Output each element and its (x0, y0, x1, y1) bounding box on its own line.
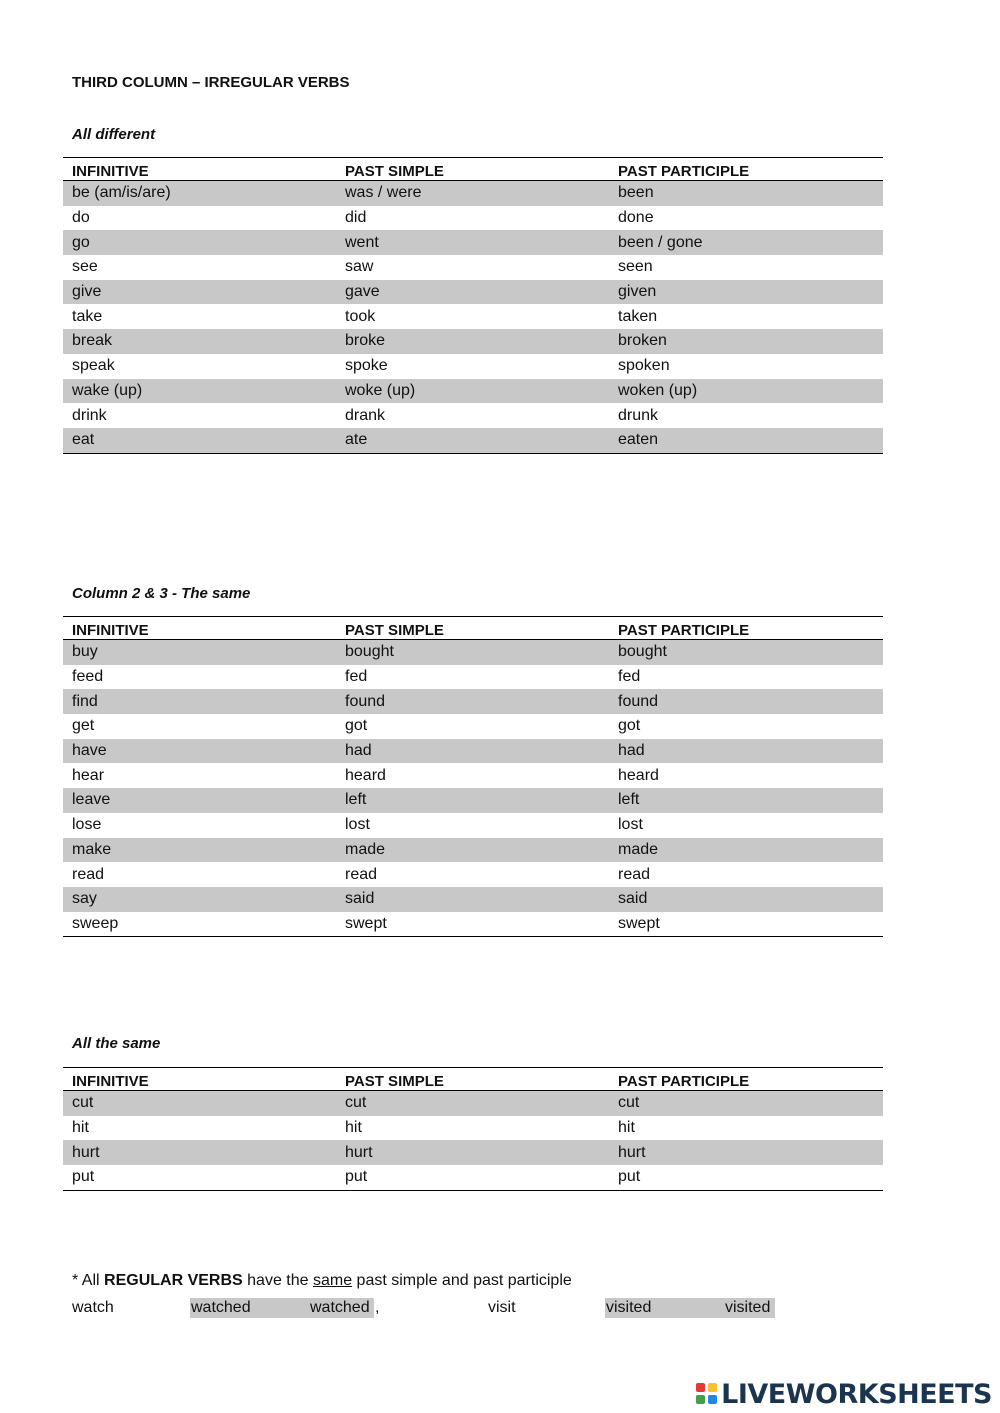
cell-past-participle: been (609, 181, 883, 206)
header-infinitive: INFINITIVE (63, 617, 336, 640)
cell-past-simple: found (336, 689, 609, 714)
table-row (63, 206, 883, 231)
table-row (63, 689, 883, 714)
table-body (63, 1091, 883, 1191)
note-bold: REGULAR VERBS (104, 1272, 243, 1289)
header-infinitive: INFINITIVE (63, 158, 336, 181)
table-header-row (63, 1068, 883, 1091)
table-header-row (63, 158, 883, 181)
cell-past-participle: hit (618, 1119, 635, 1137)
section-title-all-the-same: All the same (72, 1035, 161, 1052)
cell-past-participle: cut (609, 1091, 883, 1116)
table-row (63, 329, 883, 354)
cell-past-participle: drunk (618, 406, 659, 424)
cell-infinitive: take (72, 307, 103, 325)
cell-past-simple: lost (345, 816, 370, 834)
table-row (63, 181, 883, 206)
note-underlined: same (312, 1272, 353, 1289)
cell-past-simple: swept (345, 914, 387, 932)
table-row (63, 862, 883, 887)
table-row (63, 354, 883, 379)
cell-past-participle: lost (618, 816, 643, 834)
verb-table-all-different (63, 157, 883, 454)
cell-past-simple: put (345, 1168, 368, 1186)
liveworksheets-logo (696, 1378, 992, 1410)
table-row (63, 665, 883, 690)
cell-infinitive: say (63, 887, 336, 912)
header-past-simple: PAST SIMPLE (336, 617, 609, 640)
example-watched-past-participle: watched (309, 1298, 374, 1318)
table-row (63, 1091, 883, 1116)
header-past-participle: PAST PARTICIPLE (609, 617, 883, 640)
cell-past-participle: spoken (618, 357, 670, 375)
cell-past-participle: bought (609, 640, 883, 665)
cell-infinitive: do (72, 209, 90, 227)
table-row (63, 788, 883, 813)
table-row (63, 230, 883, 255)
cell-past-participle: fed (618, 668, 641, 686)
cell-infinitive: hit (72, 1119, 89, 1137)
cell-past-participle: found (609, 689, 883, 714)
cell-past-participle: woken (up) (609, 379, 883, 404)
header-past-participle: PAST PARTICIPLE (609, 158, 883, 181)
note-suffix: past simple and past participle (352, 1272, 572, 1289)
cell-infinitive: feed (72, 668, 104, 686)
table-row (63, 912, 883, 937)
table-row (63, 887, 883, 912)
cell-past-participle: hurt (609, 1140, 883, 1165)
cell-past-simple: left (336, 788, 609, 813)
header-past-simple: PAST SIMPLE (336, 1068, 609, 1091)
verb-table-column-2-3-same (63, 616, 883, 937)
table-row (63, 1140, 883, 1165)
cell-infinitive: put (72, 1168, 95, 1186)
cell-past-participle: got (618, 717, 641, 735)
document-title: THIRD COLUMN – IRREGULAR VERBS (72, 74, 350, 91)
cell-infinitive: have (63, 739, 336, 764)
cell-past-simple: took (345, 307, 376, 325)
regular-verbs-note (72, 1272, 572, 1290)
table-row (63, 255, 883, 280)
cell-past-simple: was / were (336, 181, 609, 206)
cell-past-simple: said (336, 887, 609, 912)
section-title-all-different: All different (72, 126, 156, 143)
table-row (63, 304, 883, 329)
table-row (63, 813, 883, 838)
cell-past-participle: taken (618, 307, 658, 325)
table-header-row (63, 617, 883, 640)
cell-past-simple: cut (336, 1091, 609, 1116)
cell-infinitive: buy (63, 640, 336, 665)
cell-infinitive: leave (63, 788, 336, 813)
table-row (63, 714, 883, 739)
example-watched-past-simple: watched (190, 1298, 309, 1318)
cell-infinitive: cut (63, 1091, 336, 1116)
table-row (63, 763, 883, 788)
cell-infinitive: hear (72, 766, 105, 784)
cell-past-participle: made (609, 838, 883, 863)
verb-table-all-the-same (63, 1067, 883, 1191)
cell-past-simple: read (345, 865, 378, 883)
cell-infinitive: speak (72, 357, 115, 375)
cell-past-participle: eaten (609, 428, 883, 453)
cell-infinitive: give (63, 280, 336, 305)
cell-past-simple: broke (336, 329, 609, 354)
table-row (63, 403, 883, 428)
cell-infinitive: lose (72, 816, 102, 834)
cell-past-simple: bought (336, 640, 609, 665)
header-infinitive: INFINITIVE (63, 1068, 336, 1091)
table-row (63, 1165, 883, 1190)
cell-past-simple: woke (up) (336, 379, 609, 404)
cell-past-simple: had (336, 739, 609, 764)
cell-past-participle: heard (618, 766, 659, 784)
liveworksheets-logo-text: LIVEWORKSHEETS (721, 1378, 992, 1410)
cell-infinitive: break (63, 329, 336, 354)
section-title-column-2-3-same: Column 2 & 3 - The same (72, 585, 251, 602)
example-visited-past-simple: visited (605, 1298, 724, 1318)
table-row (63, 280, 883, 305)
cell-infinitive: make (63, 838, 336, 863)
table-row (63, 739, 883, 764)
note-prefix: * All (72, 1272, 105, 1289)
cell-past-simple: hit (345, 1119, 362, 1137)
table-row (63, 428, 883, 453)
cell-infinitive: sweep (72, 914, 119, 932)
example-comma: , (375, 1299, 380, 1316)
liveworksheets-logo-icon (696, 1383, 718, 1405)
example-watch: watch (72, 1299, 114, 1316)
cell-infinitive: be (am/is/are) (63, 181, 336, 206)
cell-past-participle: read (618, 865, 651, 883)
regular-verb-examples (0, 1298, 1000, 1320)
cell-past-simple: went (336, 230, 609, 255)
cell-past-participle: done (618, 209, 654, 227)
note-middle: have the (242, 1272, 313, 1289)
cell-past-simple: got (345, 717, 368, 735)
cell-infinitive: hurt (63, 1140, 336, 1165)
table-row (63, 1116, 883, 1141)
cell-past-simple: gave (336, 280, 609, 305)
cell-past-simple: saw (345, 258, 374, 276)
cell-past-participle: swept (618, 914, 660, 932)
cell-past-simple: drank (345, 406, 386, 424)
table-row (63, 640, 883, 665)
cell-infinitive: find (63, 689, 336, 714)
table-row (63, 838, 883, 863)
cell-past-simple: heard (345, 766, 386, 784)
cell-past-participle: had (609, 739, 883, 764)
cell-past-participle: said (609, 887, 883, 912)
cell-past-simple: made (336, 838, 609, 863)
table-row (63, 379, 883, 404)
cell-past-participle: left (609, 788, 883, 813)
cell-infinitive: go (63, 230, 336, 255)
cell-past-simple: did (345, 209, 367, 227)
cell-infinitive: read (72, 865, 105, 883)
example-visited-past-participle: visited (724, 1298, 775, 1318)
cell-infinitive: get (72, 717, 95, 735)
cell-past-simple: hurt (336, 1140, 609, 1165)
cell-infinitive: wake (up) (63, 379, 336, 404)
cell-past-participle: been / gone (609, 230, 883, 255)
header-past-simple: PAST SIMPLE (336, 158, 609, 181)
cell-past-simple: ate (336, 428, 609, 453)
cell-past-participle: put (618, 1168, 641, 1186)
cell-past-simple: fed (345, 668, 368, 686)
cell-infinitive: eat (63, 428, 336, 453)
table-body (63, 181, 883, 454)
cell-past-participle: given (609, 280, 883, 305)
header-past-participle: PAST PARTICIPLE (609, 1068, 883, 1091)
cell-past-participle: broken (609, 329, 883, 354)
cell-past-participle: seen (618, 258, 653, 276)
table-body (63, 640, 883, 937)
example-visit: visit (488, 1299, 516, 1316)
cell-infinitive: see (72, 258, 98, 276)
cell-infinitive: drink (72, 406, 107, 424)
cell-past-simple: spoke (345, 357, 388, 375)
